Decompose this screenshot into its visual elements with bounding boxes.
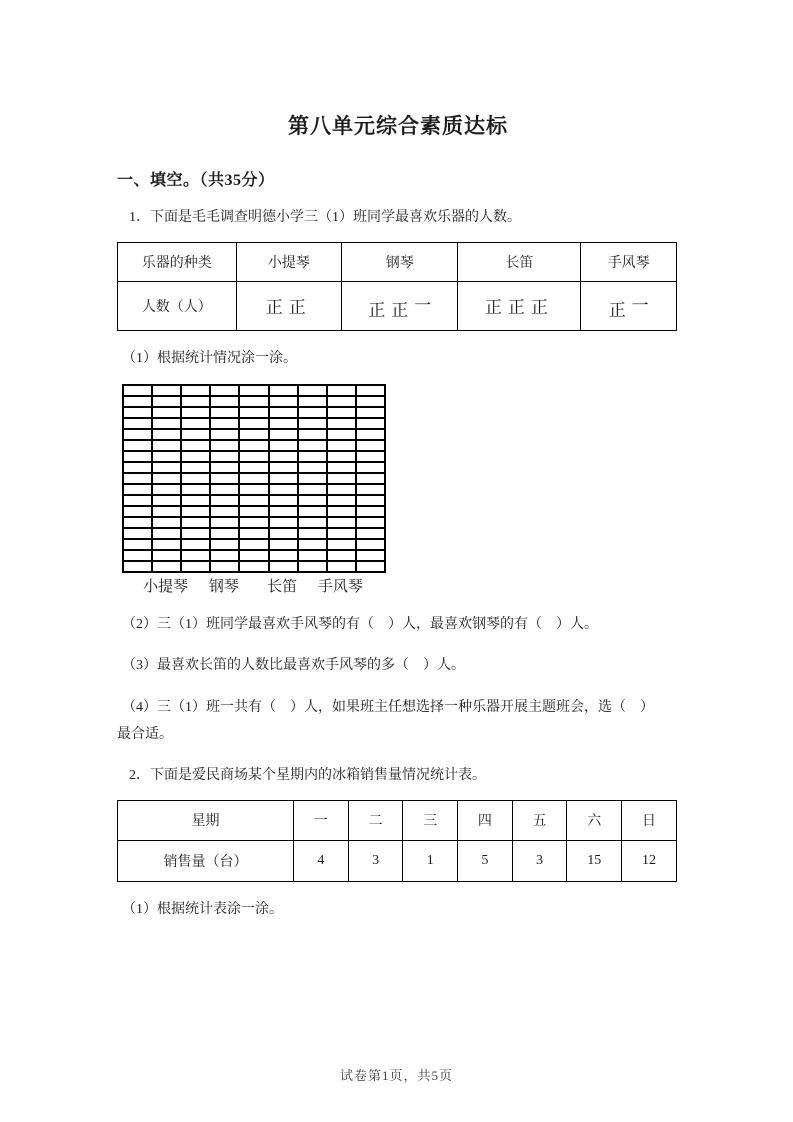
grid-cell — [181, 418, 210, 429]
grid-cell — [356, 550, 385, 561]
grid-cell — [181, 517, 210, 528]
grid-cell — [269, 462, 298, 473]
grid-cell — [123, 528, 152, 539]
grid-cell — [123, 539, 152, 550]
axis-label-1: 钢琴 — [208, 579, 239, 596]
grid-cell — [152, 396, 181, 407]
grid-cell — [356, 462, 385, 473]
header-cell-sat: 六 — [567, 800, 622, 840]
grid-cell — [181, 429, 210, 440]
grid-cell — [239, 462, 268, 473]
grid-cell — [269, 440, 298, 451]
grid-cell — [123, 462, 152, 473]
grid-cell — [239, 528, 268, 539]
grid-cell — [210, 451, 239, 462]
grid-cell — [356, 495, 385, 506]
grid-cell — [327, 517, 356, 528]
grid-cell — [356, 418, 385, 429]
grid-cell — [123, 429, 152, 440]
grid-cell — [327, 429, 356, 440]
grid-cell — [327, 396, 356, 407]
question-1-intro: 1．下面是毛毛调查明德小学三（1）班同学最喜欢乐器的人数。 — [129, 210, 521, 226]
table-row — [118, 281, 677, 330]
grid-cell — [269, 528, 298, 539]
header-cell-violin: 小提琴 — [236, 242, 342, 281]
grid-cell — [181, 407, 210, 418]
grid-cell — [327, 539, 356, 550]
grid-cell — [356, 429, 385, 440]
value-cell-mon: 4 — [294, 840, 349, 881]
value-cell-fri: 3 — [512, 840, 567, 881]
axis-label-3: 手风琴 — [317, 579, 363, 596]
value-cell-sun: 12 — [622, 840, 677, 881]
grid-cell — [298, 407, 327, 418]
grid-cell — [298, 396, 327, 407]
grid-cell — [298, 517, 327, 528]
grid-cell — [152, 407, 181, 418]
grid-cell — [181, 462, 210, 473]
grid-cell — [327, 407, 356, 418]
grid-cell — [239, 451, 268, 462]
grid-cell — [239, 385, 268, 396]
grid-cell — [210, 528, 239, 539]
grid-cell — [210, 396, 239, 407]
grid-cell — [152, 418, 181, 429]
grid-cell — [123, 495, 152, 506]
grid-cell — [269, 407, 298, 418]
header-cell-accordion: 手风琴 — [581, 242, 677, 281]
grid-cell — [269, 473, 298, 484]
grid-cell — [210, 539, 239, 550]
question-1-2: （2）三（1）班同学最喜欢手风琴的有（ ）人，最喜欢钢琴的有（ ）人。 — [122, 617, 598, 633]
header-cell-tue: 二 — [348, 800, 403, 840]
grid-cell — [210, 418, 239, 429]
grid-cell — [269, 550, 298, 561]
grid-cell — [298, 418, 327, 429]
grid-cell — [123, 550, 152, 561]
grid-cell — [269, 517, 298, 528]
grid-cell — [356, 385, 385, 396]
grid-cell — [152, 561, 181, 572]
grid-cell — [152, 484, 181, 495]
grid-cell — [210, 506, 239, 517]
grid-cell — [210, 385, 239, 396]
instrument-tally-table — [117, 242, 677, 331]
table-row — [118, 840, 677, 881]
grid-cell — [181, 451, 210, 462]
grid-cell — [210, 407, 239, 418]
question-2-1: （1）根据统计表涂一涂。 — [122, 901, 283, 917]
grid-cell — [210, 561, 239, 572]
grid-cell — [269, 396, 298, 407]
table-row — [118, 242, 677, 281]
grid-cell — [356, 473, 385, 484]
grid-cell — [152, 385, 181, 396]
table-row — [118, 800, 677, 840]
grid-cell — [239, 484, 268, 495]
header-cell-thu: 四 — [458, 800, 513, 840]
grid-cell — [123, 396, 152, 407]
grid-cell — [356, 561, 385, 572]
grid-cell — [356, 396, 385, 407]
grid-cell — [269, 385, 298, 396]
grid-cell — [181, 561, 210, 572]
grid-cell — [356, 407, 385, 418]
row-header-sales: 销售量（台） — [118, 840, 294, 881]
question-1-3: （3）最喜欢长笛的人数比最喜欢手风琴的多（ ）人。 — [122, 658, 465, 674]
grid-cell — [152, 473, 181, 484]
header-cell-mon: 一 — [294, 800, 349, 840]
grid-cell — [152, 451, 181, 462]
grid-cell — [239, 495, 268, 506]
grid-cell — [356, 539, 385, 550]
grid-cell — [210, 429, 239, 440]
grid-cell — [152, 440, 181, 451]
row-header-instrument-type: 乐器的种类 — [118, 242, 237, 281]
header-cell-sun: 日 — [622, 800, 677, 840]
coloring-grid-chart-wrap — [122, 384, 384, 597]
grid-cell — [210, 495, 239, 506]
grid-cell — [269, 484, 298, 495]
grid-cell — [327, 385, 356, 396]
grid-cell — [181, 550, 210, 561]
grid-cell — [327, 462, 356, 473]
grid-cell — [327, 495, 356, 506]
grid-cell — [298, 561, 327, 572]
grid-cell — [327, 440, 356, 451]
grid-cell — [181, 528, 210, 539]
grid-cell — [327, 451, 356, 462]
grid-cell — [210, 550, 239, 561]
question-1-4: （4）三（1）班一共有（ ）人，如果班主任想选择一种乐器开展主题班会，选（ ）最合适。 — [117, 699, 654, 742]
grid-cell — [181, 385, 210, 396]
grid-cell — [181, 506, 210, 517]
grid-cell — [239, 517, 268, 528]
grid-cell — [152, 517, 181, 528]
grid-cell — [327, 550, 356, 561]
row-header-people-count: 人数（人） — [118, 281, 237, 330]
grid-cell — [152, 429, 181, 440]
grid-cell — [152, 462, 181, 473]
grid-cell — [181, 484, 210, 495]
grid-cell — [356, 506, 385, 517]
grid-cell — [239, 407, 268, 418]
grid-cell — [298, 495, 327, 506]
grid-cell — [298, 539, 327, 550]
grid-cell — [356, 528, 385, 539]
grid-cell — [152, 550, 181, 561]
grid-cell — [298, 440, 327, 451]
grid-cell — [298, 550, 327, 561]
grid-cell — [123, 517, 152, 528]
grid-cell — [123, 484, 152, 495]
header-cell-piano: 钢琴 — [342, 242, 458, 281]
grid-cell — [298, 484, 327, 495]
grid-chart — [122, 384, 386, 573]
grid-cell — [181, 396, 210, 407]
tally-cell-accordion: 正一 — [581, 281, 677, 330]
grid-cell — [239, 440, 268, 451]
grid-cell — [123, 451, 152, 462]
grid-cell — [210, 440, 239, 451]
tally-cell-flute: 正正正 — [458, 281, 581, 330]
grid-cell — [123, 407, 152, 418]
section-heading: 一、填空。（共35分） — [117, 172, 275, 190]
grid-cell — [298, 451, 327, 462]
value-cell-tue: 3 — [348, 840, 403, 881]
grid-cell — [327, 561, 356, 572]
grid-cell — [181, 440, 210, 451]
grid-cell — [123, 385, 152, 396]
grid-cell — [239, 550, 268, 561]
grid-cell — [181, 539, 210, 550]
value-cell-wed: 1 — [403, 840, 458, 881]
grid-cell — [181, 473, 210, 484]
grid-cell — [239, 396, 268, 407]
grid-cell — [152, 539, 181, 550]
question-2-intro: 2．下面是爱民商场某个星期内的冰箱销售量情况统计表。 — [129, 768, 486, 784]
grid-cell — [269, 506, 298, 517]
tally-cell-violin: 正正 — [236, 281, 342, 330]
grid-cell — [356, 451, 385, 462]
grid-cell — [210, 473, 239, 484]
axis-label-2: 长笛 — [267, 579, 298, 596]
grid-cell — [152, 495, 181, 506]
grid-cell — [123, 561, 152, 572]
header-cell-flute: 长笛 — [458, 242, 581, 281]
grid-cell — [210, 517, 239, 528]
page-footer: 试卷第1页，共5页 — [339, 1068, 453, 1083]
grid-cell — [123, 473, 152, 484]
grid-cell — [356, 440, 385, 451]
grid-cell — [269, 561, 298, 572]
grid-cell — [152, 506, 181, 517]
grid-cell — [239, 506, 268, 517]
grid-cell — [239, 429, 268, 440]
grid-cell — [239, 473, 268, 484]
value-cell-sat: 15 — [567, 840, 622, 881]
grid-cell — [239, 561, 268, 572]
grid-cell — [269, 451, 298, 462]
grid-cell — [269, 429, 298, 440]
grid-cell — [298, 473, 327, 484]
grid-cell — [327, 506, 356, 517]
grid-cell — [239, 539, 268, 550]
grid-cell — [298, 429, 327, 440]
grid-cell — [356, 484, 385, 495]
grid-cell — [152, 528, 181, 539]
grid-cell — [298, 462, 327, 473]
grid-cell — [298, 528, 327, 539]
grid-cell — [269, 495, 298, 506]
question-1-1: （1）根据统计情况涂一涂。 — [122, 350, 297, 366]
grid-cell — [123, 506, 152, 517]
fridge-sales-table — [117, 800, 677, 882]
header-cell-fri: 五 — [512, 800, 567, 840]
axis-label-0: 小提琴 — [143, 579, 189, 596]
grid-cell — [327, 418, 356, 429]
grid-cell — [181, 495, 210, 506]
grid-cell — [327, 528, 356, 539]
row-header-weekday: 星期 — [118, 800, 294, 840]
grid-cell — [239, 418, 268, 429]
page-title: 第八单元综合素质达标 — [288, 114, 508, 138]
grid-cell — [123, 440, 152, 451]
grid-cell — [298, 385, 327, 396]
grid-cell — [123, 418, 152, 429]
grid-cell — [210, 484, 239, 495]
grid-cell — [327, 484, 356, 495]
grid-axis-labels — [122, 573, 384, 597]
page-content — [117, 112, 679, 923]
grid-cell — [298, 506, 327, 517]
header-cell-wed: 三 — [403, 800, 458, 840]
grid-cell — [327, 473, 356, 484]
value-cell-thu: 5 — [458, 840, 513, 881]
grid-cell — [356, 517, 385, 528]
grid-cell — [269, 418, 298, 429]
tally-cell-piano: 正正一 — [342, 281, 458, 330]
grid-cell — [210, 462, 239, 473]
grid-cell — [269, 539, 298, 550]
